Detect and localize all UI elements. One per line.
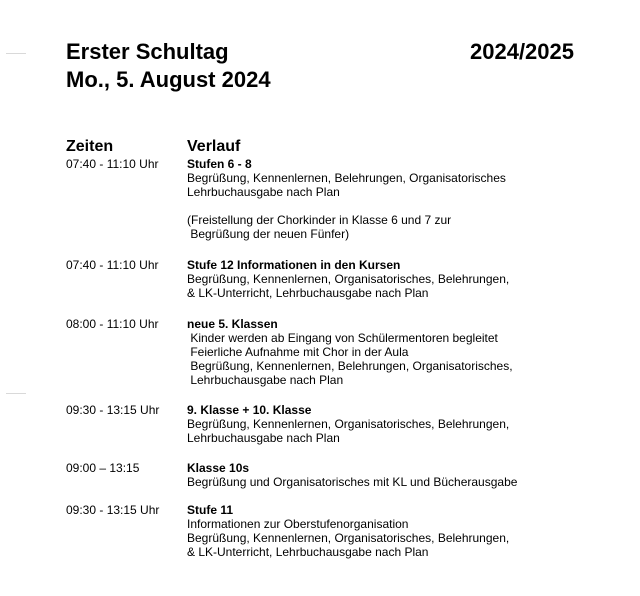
entry-line: Begrüßung, Kennenlernen, Organisatorisches, Belehrungen, bbox=[187, 272, 510, 286]
entry-time: 07:40 - 11:10 Uhr bbox=[66, 157, 159, 171]
margin-mark bbox=[6, 53, 26, 54]
entry-line: Lehrbuchausgabe nach Plan bbox=[187, 431, 340, 445]
entry-time: 08:00 - 11:10 Uhr bbox=[66, 317, 159, 331]
entry-line: Begrüßung der neuen Fünfer) bbox=[187, 227, 350, 241]
entry-description bbox=[187, 157, 627, 241]
title-line-2: Mo., 5. August 2024 bbox=[66, 67, 271, 92]
entry-description bbox=[187, 317, 627, 387]
entry-line: Begrüßung, Kennenlernen, Belehrungen, Organisatorisches, bbox=[187, 359, 513, 373]
entry-line: Begrüßung und Organisatorisches mit KL und Bücherausgabe bbox=[187, 475, 518, 489]
entry-line: Kinder werden ab Eingang von Schülermentoren begleitet bbox=[187, 331, 498, 345]
entry-heading: Klasse 10s bbox=[187, 461, 250, 475]
entry-time: 09:30 - 13:15 Uhr bbox=[66, 503, 160, 517]
entry-heading: Stufe 11 bbox=[187, 503, 234, 517]
entry-heading: Stufen 6 - 8 bbox=[187, 157, 252, 171]
entry-heading: neue 5. Klassen bbox=[187, 317, 278, 331]
entry-line: Lehrbuchausgabe nach Plan bbox=[187, 185, 340, 199]
entry-time: 09:00 – 13:15 bbox=[66, 461, 140, 475]
entry-line: Begrüßung, Kennenlernen, Organisatorisches, Belehrungen, bbox=[187, 417, 510, 431]
page-title bbox=[66, 38, 271, 94]
entry-description bbox=[187, 461, 627, 489]
entry-line: Feierliche Aufnahme mit Chor in der Aula bbox=[187, 345, 409, 359]
column-header-description: Verlauf bbox=[187, 138, 241, 155]
entry-heading: Stufe 12 Informationen in den Kursen bbox=[187, 258, 401, 272]
margin-mark bbox=[6, 393, 26, 394]
school-year: 2024/2025 bbox=[470, 39, 574, 64]
column-header-time: Zeiten bbox=[66, 138, 114, 155]
entry-time: 07:40 - 11:10 Uhr bbox=[66, 258, 159, 272]
entry-line: (Freistellung der Chorkinder in Klasse 6 und 7 zur bbox=[187, 213, 452, 227]
entry-line: Lehrbuchausgabe nach Plan bbox=[187, 373, 344, 387]
entry-line bbox=[187, 199, 627, 213]
entry-line: & LK-Unterricht, Lehrbuchausgabe nach Plan bbox=[187, 286, 429, 300]
entry-line: Begrüßung, Kennenlernen, Organisatorisches, Belehrungen, bbox=[187, 531, 510, 545]
entry-description bbox=[187, 503, 627, 559]
entry-description bbox=[187, 258, 627, 300]
entry-description bbox=[187, 403, 627, 445]
entry-time: 09:30 - 13:15 Uhr bbox=[66, 403, 160, 417]
entry-line: Informationen zur Oberstufenorganisation bbox=[187, 517, 409, 531]
entry-line: & LK-Unterricht, Lehrbuchausgabe nach Plan bbox=[187, 545, 429, 559]
title-line-1: Erster Schultag bbox=[66, 39, 229, 64]
entry-heading: 9. Klasse + 10. Klasse bbox=[187, 403, 312, 417]
entry-line: Begrüßung, Kennenlernen, Belehrungen, Organisatorisches bbox=[187, 171, 506, 185]
